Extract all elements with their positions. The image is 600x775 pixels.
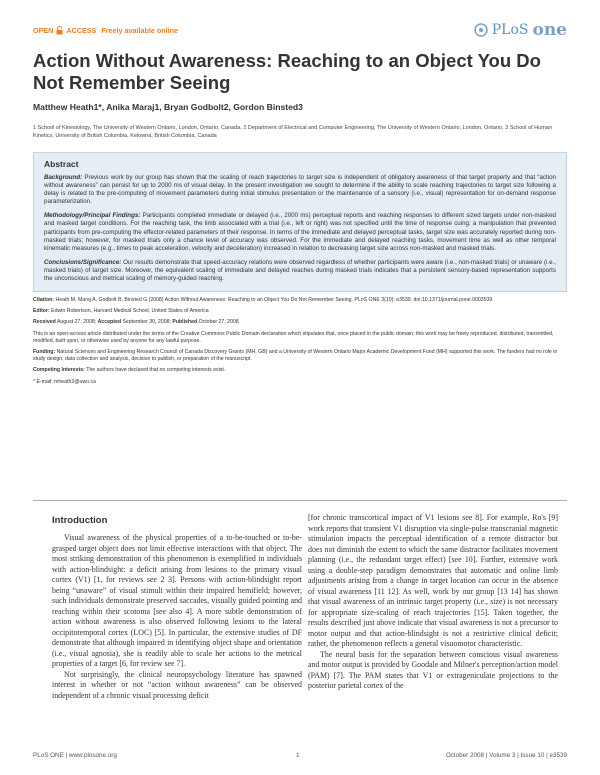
funding-label: Funding: bbox=[33, 349, 56, 356]
competing-label: Competing Interests: bbox=[33, 367, 85, 374]
open-lock-icon bbox=[56, 26, 63, 34]
abstract-background bbox=[44, 174, 556, 206]
page-number: 1 bbox=[296, 751, 300, 759]
editor-label: Editor: bbox=[33, 308, 50, 315]
abstract-box bbox=[33, 152, 567, 292]
section-divider bbox=[33, 500, 567, 501]
funding-text: Natural Sciences and Engineering Research Council of Canada Discovery Grants (MH, GB) and a University of Western Ontario Major Academic Development Fund (MH) supported this work. The funders had no role in study design, data collection and analysis, decision to publish, or preparation of the manuscript. bbox=[33, 349, 558, 363]
published-label: Published bbox=[172, 319, 198, 326]
competing-text: The authors have declared that no competing interests exist. bbox=[86, 367, 226, 374]
left-column bbox=[52, 513, 302, 701]
received-label: Received bbox=[33, 319, 56, 326]
published-date: October 27, 2008 bbox=[198, 319, 239, 326]
email: * E-mail: mheath2@uwo.ca bbox=[33, 378, 96, 385]
methods-label: Methodology/Principal Findings: bbox=[44, 212, 141, 220]
abstract-methods bbox=[44, 212, 556, 252]
plos-brand: PLoS bbox=[491, 22, 529, 38]
page-footer bbox=[33, 750, 567, 760]
footer-journal: PLoS ONE | www.plosone.org bbox=[33, 751, 117, 759]
competing-interests bbox=[33, 367, 567, 374]
plos-one-logo bbox=[474, 20, 567, 40]
citation-text: Heath M, Maraj A, Godbolt B, Binsted G (2008) Action Without Awareness: Reaching to an Object You Do Not Remember Seeing. PLoS ONE 3(10): e3539. doi:10.1371/journal.pone.0003539 bbox=[55, 297, 493, 303]
intro-paragraph: Not surprisingly, the clinical neuropsychology literature has spawned interest in whether or not “action without awareness” can be observed independent of a chronic visual processing deficit bbox=[52, 669, 302, 700]
right-column bbox=[308, 513, 558, 692]
conclusions-label: Conclusions/Significance: bbox=[44, 258, 122, 266]
journal-header bbox=[33, 18, 567, 42]
background-text: Previous work by our group has shown that the scaling of reach trajectories to target size is independent of obligatory awareness of that target property and that “action without awareness” can persist for up to 2000 ms of visual delay. In the present investigation we sought to determine if the ability to scale reaching trajectories to target size following a delay is related to the pre-computing of movement parameters during initial stimulus presentation or the maintenance of a sensory (i.e., visual) representation for on-demand response parameterization. bbox=[44, 174, 556, 206]
one-brand: one bbox=[532, 20, 567, 40]
methods-text: Participants completed immediate or delayed (i.e., 2000 ms) perceptual reports and reaching responses to different sized targets under non-masked and masked target conditions. For the reaching task, the limb associated with a trial (i.e., left or right) was not specified until the time of response cuing: a manipulation that prevented participants from pre-computing the effector-related parameters of their response. In terms of the immediate and delayed perceptual tasks, target size was accurately reported during non-masked trials; however, for masked trials only a chance level of accuracy was observed. For the immediate and delayed reaching tasks, movement time as well as other temporal kinematic measures (e.g., times to peak acceleration, velocity and deceleration) increased in relation to decreasing target size across non-masked and masked trials. bbox=[44, 212, 556, 252]
open-access-badge bbox=[33, 26, 178, 35]
intro-paragraph: Visual awareness of the physical properties of a to-be-touched or to-be-grasped target object does not limit effective interactions with that object. The most striking demonstration of this phenomenon is exemplified in individuals with action-blindsight: a deficit arising from lesions to the primary visual cortex (V1) [1, for reviews see 2 3]. Persons with action-blindsight report being “unaware” of visual stimuli within their impaired hemifield; however, such individuals demonstrate preserved saccades, visually guided pointing and reaching within their scotoma [see also 4]. A more subtle demonstration of action without awareness is also observed following lesions to the lateral occipitotemporal cortex (LOC) [5]. In particular, the extensive studies of DF demonstrate that although impaired in identifying object shape and orientation (i.e., visual agnosia), she is readily able to scale her actions to the metrical properties of a target [6, for review see 7]. bbox=[52, 533, 302, 668]
editor-text: Edwin Robertson, Harvard Medical School, United States of America bbox=[51, 308, 209, 315]
access-label: ACCESS bbox=[66, 25, 97, 35]
affiliations: 1 School of Kinesiology, The University of Western Ontario, London, Ontario, Canada, 2 Department of Electrical and Computer Engineering, The University of Western Ontario, London, Ontario, 3 School of Human Kinetics, University of British Columbia, Kelowna, British Columbia, Canada bbox=[33, 125, 552, 140]
accepted-label: Accepted bbox=[97, 319, 121, 326]
accepted-date: September 30, 2008; bbox=[122, 319, 171, 326]
introduction-heading: Introduction bbox=[52, 515, 108, 526]
article-title: Action Without Awareness: Reaching to an Object You Do Not Remember Seeing bbox=[33, 50, 541, 93]
funding bbox=[33, 349, 567, 363]
free-text: Freely available online bbox=[101, 25, 179, 35]
intro-paragraph: [for chronic transcortical impact of V1 lesions see 8]. For example, Ro's [9] work reports that transient V1 disruption via single-pulse transcranial magnetic stimulation impacts the perceptual identification of a remote distractor but does not diminish the extent to which the same distractor facilitates movement planning (i.e., the redundant target effect) [see 10]. Further, extensive work using a double-step paradigm demonstrates that automatic and online limb adjustments arising from a change in target location can occur in the absence of visual awareness [11 12]. As well, work by our group [13 14] has shown that visual awareness of an intrinsic target property (i.e., size) is not necessary for appropriate size-scaling of reach trajectories [15]. Taken together, the results described just above indicate that visual awareness is not a precursor to motor output and that action-blindsight is not a restrictive clinical deficit; rather, the phenomenon reflects a general visuomotor characteristic. bbox=[308, 513, 558, 648]
background-label: Background: bbox=[44, 174, 83, 181]
license: This is an open-access article distributed under the terms of the Creative Commons Public Domain declaration which stipulates that, once placed in the public domain, this work may be freely reproduced, distributed, transmitted, modified, built upon, or otherwise used by anyone for any lawful purpose. bbox=[33, 330, 554, 344]
article-metadata bbox=[33, 297, 567, 390]
authors: Matthew Heath1*, Anika Maraj1, Bryan Godbolt2, Gordon Binsted3 bbox=[33, 102, 303, 112]
received-date: August 27, 2008; bbox=[56, 319, 97, 326]
citation-label: Citation: bbox=[33, 297, 55, 303]
footer-issue: October 2008 | Volume 3 | Issue 10 | e3539 bbox=[445, 751, 567, 759]
dates bbox=[33, 319, 567, 326]
editor bbox=[33, 308, 567, 315]
intro-paragraph: The neural basis for the separation between conscious visual awareness and motor output is provided by Goodale and Milner's perception/action model (PAM) [7]. The PAM states that V1 or extrageniculate projections to the posterior parietal cortex of the bbox=[308, 649, 558, 690]
open-label: OPEN bbox=[33, 25, 54, 35]
citation bbox=[33, 297, 567, 304]
abstract-heading: Abstract bbox=[44, 159, 79, 169]
conclusions-text: Our results demonstrate that speed-accuracy relations were observed regardless of whether participants were aware (i.e., non-masked trials) or unaware (i.e., masked trials) of target size. Moreover, the equivalent scaling of immediate and delayed reaches during masked trials indicates that a persistent sensory-based representation supports the unconscious and metrical scaling of memory-guided reaching. bbox=[44, 258, 556, 283]
plos-logo-icon bbox=[474, 23, 488, 37]
abstract-conclusions bbox=[44, 259, 556, 283]
